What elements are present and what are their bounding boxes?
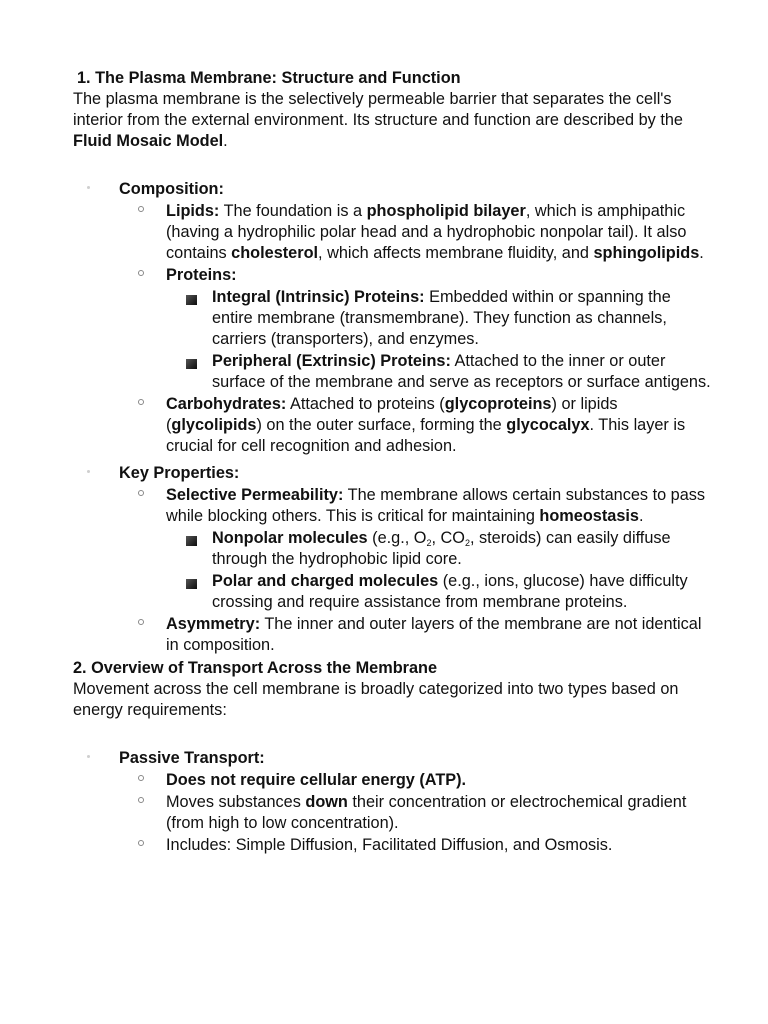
- list-item-level-3: [73, 528, 713, 570]
- document-body: [73, 68, 713, 856]
- bullet-dot-icon: [87, 186, 90, 189]
- text-run: , CO: [431, 529, 465, 547]
- section-2-heading: 2. Overview of Transport Across the Membrane: [73, 659, 438, 677]
- bullet-square-icon: [186, 295, 197, 305]
- bold-text: Fluid Mosaic Model: [73, 132, 224, 150]
- text-run: The foundation is a: [219, 202, 367, 220]
- list-item-level-3: [73, 571, 713, 613]
- subscript-text: 2: [464, 538, 470, 548]
- text-run: Embedded within or spanning the entire membrane (transmembrane). They function as channels, carriers (transporters), and enzymes.: [212, 288, 671, 348]
- spacer: [73, 152, 713, 173]
- text-run: their concentration or electrochemical gradient (from high to low concentration).: [166, 793, 687, 832]
- bold-text: glycocalyx: [506, 416, 590, 434]
- text-run: Movement across the cell membrane is broadly categorized into two types based on energy requirements:: [73, 680, 679, 719]
- list-item-level-3: [73, 351, 713, 393]
- section-1-list: [73, 179, 713, 656]
- bold-text: Passive Transport:: [119, 749, 265, 767]
- bullet-circle-icon: [138, 797, 144, 803]
- bold-text: Polar and charged molecules: [212, 572, 439, 590]
- text-run: , steroids) can easily diffuse through the hydrophobic lipid core.: [212, 529, 671, 568]
- list-item-level-2: [73, 835, 713, 856]
- list-item-level-2: [73, 792, 713, 834]
- spacer: [73, 721, 713, 742]
- text-run: ) on the outer surface, forming the: [256, 416, 507, 434]
- bullet-circle-icon: [138, 619, 144, 625]
- text-run: ) or lipids (: [166, 395, 618, 434]
- list-item-level-3: [73, 287, 713, 350]
- bold-text: Carbohydrates:: [166, 395, 287, 413]
- bold-text: Peripheral (Extrinsic) Proteins:: [212, 352, 451, 370]
- bold-text: cholesterol: [231, 244, 319, 262]
- bold-text: Selective Permeability:: [166, 486, 344, 504]
- list-item-level-2: [73, 614, 713, 656]
- list-item-level-2: [73, 201, 713, 264]
- text-run: The plasma membrane is the selectively permeable barrier that separates the cell's interior from the external environment. Its structure and function are described by the: [73, 90, 683, 129]
- bullet-circle-icon: [138, 490, 144, 496]
- bold-text: sphingolipids: [593, 244, 700, 262]
- bold-text: homeostasis: [539, 507, 639, 525]
- bullet-dot-icon: [87, 755, 90, 758]
- bullet-square-icon: [186, 536, 197, 546]
- list-item-level-1: [73, 463, 713, 484]
- section-1-heading: 1. The Plasma Membrane: Structure and Function: [77, 69, 461, 87]
- text-run: Moves substances: [166, 793, 306, 811]
- text-run: The inner and outer layers of the membrane are not identical in composition.: [166, 615, 702, 654]
- text-run: , which is amphipathic (having a hydrophilic polar head and a hydrophobic nonpolar tail). It also contains: [166, 202, 687, 262]
- bold-text: Does not require cellular energy (ATP).: [166, 771, 467, 789]
- bold-text: Asymmetry:: [166, 615, 261, 633]
- bold-text: Key Properties:: [119, 464, 240, 482]
- list-item-level-2: [73, 485, 713, 527]
- bold-text: Composition:: [119, 180, 224, 198]
- bold-text: Proteins:: [166, 266, 237, 284]
- list-item-level-1: [73, 748, 713, 769]
- list-item-level-2: [73, 394, 713, 457]
- bullet-circle-icon: [138, 206, 144, 212]
- list-item-level-2: [73, 265, 713, 286]
- bullet-circle-icon: [138, 270, 144, 276]
- text-run: Includes: Simple Diffusion, Facilitated Diffusion, and Osmosis.: [166, 836, 613, 854]
- list-item-level-1: [73, 179, 713, 200]
- bold-text: Integral (Intrinsic) Proteins:: [212, 288, 425, 306]
- text-run: .: [638, 507, 644, 525]
- bullet-square-icon: [186, 579, 197, 589]
- bold-text: glycoproteins: [444, 395, 552, 413]
- section-2-intro: [73, 679, 713, 721]
- text-run: (e.g., ions, glucose) have difficulty crossing and require assistance from membrane proteins.: [212, 572, 688, 611]
- bold-text: Lipids:: [166, 202, 220, 220]
- text-run: . This layer is crucial for cell recognition and adhesion.: [166, 416, 686, 455]
- bold-text: glycolipids: [171, 416, 257, 434]
- text-run: , which affects membrane fluidity, and: [318, 244, 594, 262]
- text-run: (e.g., O: [367, 529, 427, 547]
- text-run: Attached to the inner or outer surface of the membrane and serve as receptors or surface antigens.: [212, 352, 711, 391]
- bullet-circle-icon: [138, 840, 144, 846]
- bold-text: Nonpolar molecules: [212, 529, 368, 547]
- text-run: .: [699, 244, 704, 262]
- bold-text: phospholipid bilayer: [366, 202, 526, 220]
- bullet-circle-icon: [138, 399, 144, 405]
- bullet-circle-icon: [138, 775, 144, 781]
- bold-text: down: [305, 793, 348, 811]
- section-2-list: [73, 748, 713, 856]
- text-run: .: [223, 132, 228, 150]
- text-run: Attached to proteins (: [286, 395, 445, 413]
- bullet-dot-icon: [87, 470, 90, 473]
- text-run: The membrane allows certain substances to pass while blocking others. This is critical for maintaining: [166, 486, 706, 525]
- section-1-intro: [73, 89, 713, 152]
- subscript-text: 2: [426, 538, 432, 548]
- bullet-square-icon: [186, 359, 197, 369]
- list-item-level-2: [73, 770, 713, 791]
